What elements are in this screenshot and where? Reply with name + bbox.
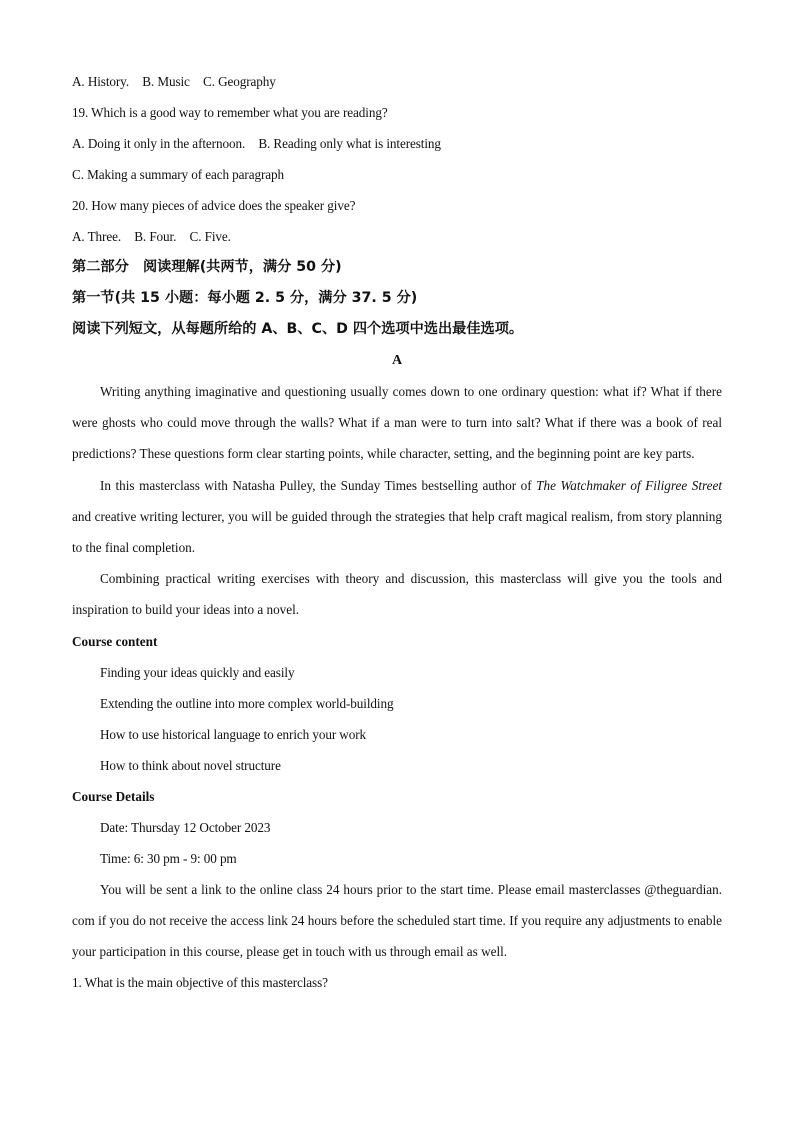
part-two-heading: 第二部分 阅读理解(共两节，满分 50 分) — [72, 259, 342, 275]
p2-text-before: In this masterclass with Natasha Pulley, the Sunday Times bestselling author of — [100, 477, 537, 493]
course-content-heading: Course content — [72, 633, 158, 649]
course-content-item: Extending the outline into more complex world-building — [100, 695, 394, 711]
q18-option-c: C. Geography — [203, 74, 276, 89]
q18-options — [72, 66, 722, 97]
question-1: 1. What is the main objective of this masterclass? — [72, 975, 328, 991]
q19-option-c: C. Making a summary of each paragraph — [72, 167, 284, 182]
reading-instruction: 阅读下列短文，从每题所给的 A、B、C、D 四个选项中选出最佳选项。 — [72, 321, 524, 337]
passage-paragraph-1: Writing anything imaginative and questioning usually comes down to one ordinary question: what if? What if there were ghosts who could move through the walls? What if a man were to turn into salt? What if there was a book of real predictions? These questions form clear starting points, while character, setting, and the beginning point are key parts. — [72, 384, 722, 462]
book-title: The Watchmaker of Filigree Street — [536, 477, 722, 493]
q20-option-a: A. Three. — [72, 229, 122, 244]
q19-options-line — [72, 128, 722, 159]
course-details-heading: Course Details — [72, 788, 155, 804]
course-content-item: How to use historical language to enrich your work — [100, 726, 367, 742]
document-page — [72, 66, 722, 998]
passage-paragraph-3: Combining practical writing exercises with theory and discussion, this masterclass will give you the tools and inspiration to build your ideas into a novel. — [72, 571, 722, 618]
q19-option-a: A. Doing it only in the afternoon. — [72, 136, 246, 151]
q18-option-b: B. Music — [142, 74, 190, 89]
course-content-item: Finding your ideas quickly and easily — [100, 664, 295, 680]
q20-question: 20. How many pieces of advice does the speaker give? — [72, 198, 356, 213]
p2-text-after: and creative writing lecturer, you will be guided through the strategies that help craft magical realism, from story planning to the final completion. — [72, 508, 722, 556]
passage-paragraph-2 — [72, 470, 722, 564]
passage-title: A — [391, 353, 403, 368]
q19-option-b: B. Reading only what is interesting — [258, 136, 441, 151]
q20-option-c: C. Five. — [189, 229, 231, 244]
q18-option-a: A. History. — [72, 74, 130, 89]
course-content-item: How to think about novel structure — [100, 757, 281, 773]
q20-option-b: B. Four. — [134, 229, 177, 244]
course-time: Time: 6: 30 pm - 9: 00 pm — [100, 850, 237, 866]
section-one-heading: 第一节(共 15 小题：每小题 2. 5 分，满分 37. 5 分) — [72, 290, 418, 306]
q20-options — [72, 221, 722, 252]
q19-question: 19. Which is a good way to remember what you are reading? — [72, 105, 388, 120]
passage-paragraph-4: You will be sent a link to the online class 24 hours prior to the start time. Please email masterclasses @theguardian. com if you do not receive the access link 24 hours before the scheduled start time. If you require any adjustments to enable your participation in this course, please get in touch with us through email as well. — [72, 881, 722, 960]
course-date: Date: Thursday 12 October 2023 — [100, 819, 271, 835]
